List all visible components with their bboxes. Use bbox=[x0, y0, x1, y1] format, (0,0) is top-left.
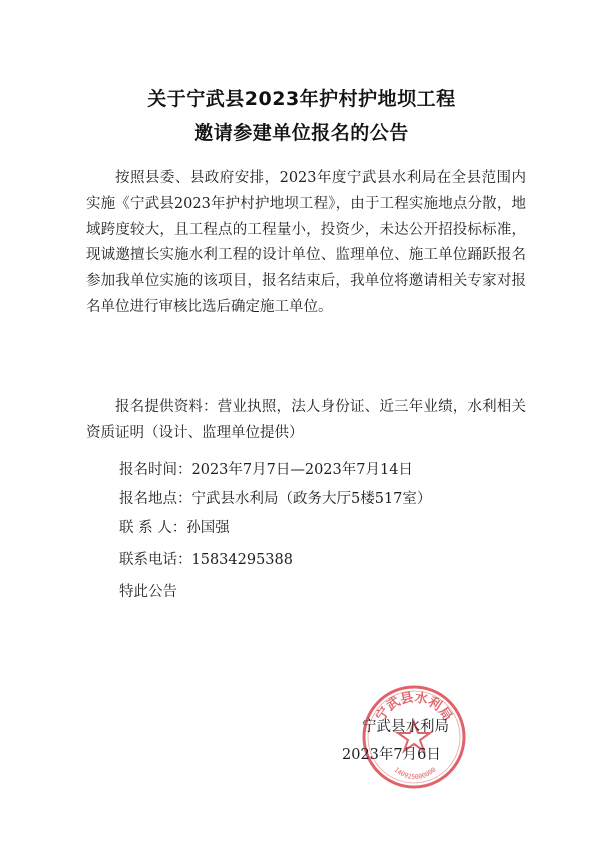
title-line-1: 关于宁武县2023年护村护地坝工程 bbox=[147, 88, 456, 110]
svg-text:140925000000 bbox=[392, 766, 437, 781]
registration-place: 报名地点：宁武县水利局（政务大厅5楼517室） bbox=[119, 491, 432, 507]
title-line-2: 邀请参建单位报名的公告 bbox=[194, 122, 409, 144]
signature-date: 2023年7月6日 bbox=[342, 747, 441, 763]
signature-organization: 宁武县水利局 bbox=[362, 719, 449, 735]
closing-note: 特此公告 bbox=[119, 584, 177, 600]
contact-phone: 联系电话：15834295388 bbox=[119, 552, 293, 568]
official-seal-stamp bbox=[361, 684, 467, 790]
registration-time: 报名时间：2023年7月7日—2023年7月14日 bbox=[119, 462, 413, 478]
stamp-text: 宁武县水利局 bbox=[373, 690, 455, 724]
materials-paragraph: 报名提供资料：营业执照，法人身份证、近三年业绩，水利相关资质证明（设计、监理单位提供） bbox=[86, 399, 526, 441]
main-paragraph: 按照县委、县政府安排，2023年度宁武县水利局在全县范围内实施《宁武县2023年护村护地坝工程》，由于工程实施地点分散，地域跨度较大，且工程点的工程量小，投资少，未达公开招投标标准，现诚邀擅长实施水利工程的设计单位、监理单位、施工单位踊跃报名参加我单位实施的该项目，报名结束后，我单位将邀请相关专家对报名单位进行审核比选后确定施工单位。 bbox=[86, 170, 526, 315]
contact-person: 联 系 人：孙国强 bbox=[119, 520, 230, 536]
stamp-number: 140925000000 bbox=[392, 765, 438, 782]
